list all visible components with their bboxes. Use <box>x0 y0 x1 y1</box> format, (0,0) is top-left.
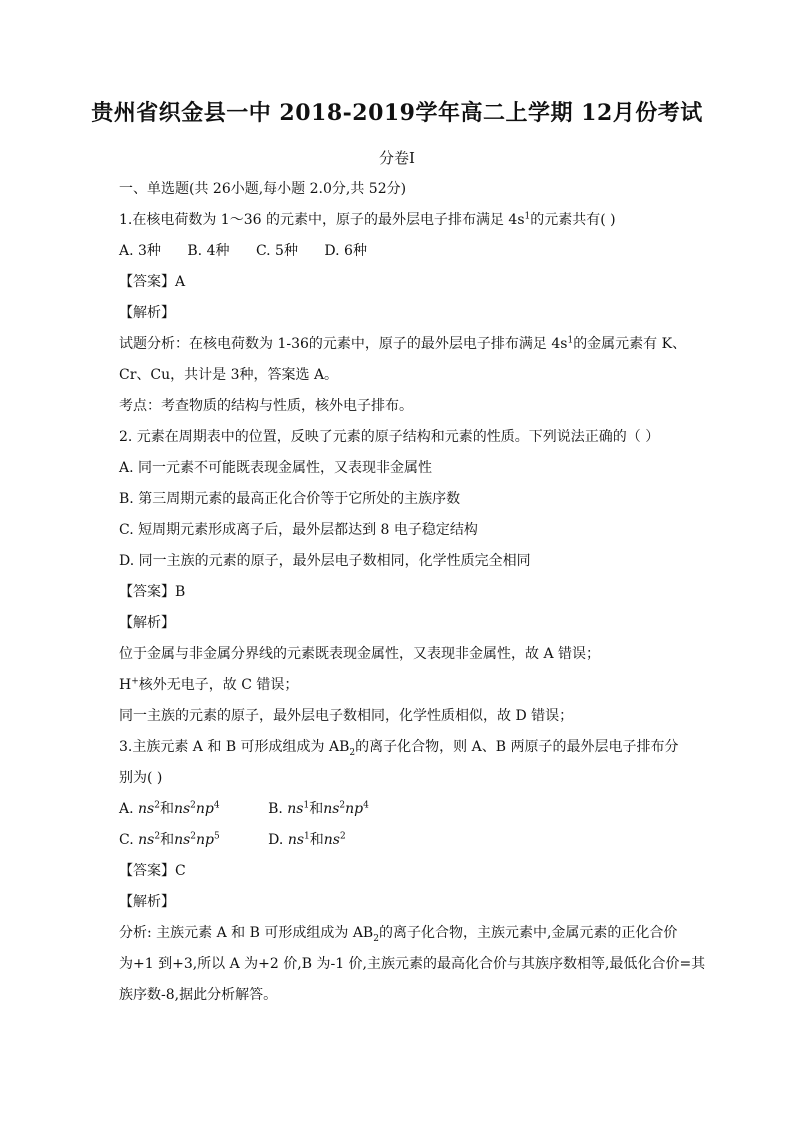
q1-option-a: A. 3种 <box>119 243 161 259</box>
q2-answer: 【答案】B <box>119 584 186 600</box>
q3-option-c: C. $ns^2$和$ns^2np^5$ <box>119 831 220 848</box>
q1-stem-text-2: 的元素共有( ) <box>530 212 616 228</box>
page-title: 贵州省织金县一中 2018-2019学年高二上学期 12月份考试 <box>91 100 703 126</box>
q1-stem-text: 1.在核电荷数为 1～36 的元素中，原子的最外层电子排布满足 4s <box>119 212 525 228</box>
q1-option-b: B. 4种 <box>187 243 230 259</box>
page-subtitle: 分卷I <box>379 149 415 167</box>
q1-kaodian: 考点：考查物质的结构与性质，核外电子排布。 <box>119 398 413 414</box>
q1-stem-sup: 1 <box>524 211 531 222</box>
q3-stem-sub: 2 <box>349 747 356 758</box>
q3-stem <box>119 732 689 763</box>
q3-options-cd <box>119 825 689 856</box>
q3-analysis-text: 分析: 主族元素 A 和 B 可形成组成为 AB <box>119 925 374 941</box>
q3-analysis-label: 【解析】 <box>119 894 175 910</box>
q2-option-a: A. 同一元素不可能既表现金属性，又表现非金属性 <box>119 460 433 476</box>
q1-analysis-text: 试题分析：在核电荷数为 1-36的元素中，原子的最外层电子排布满足 4s <box>119 336 568 352</box>
q1-analysis-text-2: 的金属元素有 K、 <box>573 336 687 352</box>
q1-option-c: C. 5种 <box>255 243 298 259</box>
q3-analysis-line-3: 族序数-8,据此分析解答。 <box>119 987 278 1003</box>
q3-answer: 【答案】C <box>119 863 186 879</box>
q3-analysis-text-2: 的离子化合物，主族元素中,金属元素的正化合价 <box>378 925 678 941</box>
q3-option-d: D. $ns^1$和$ns^2$ <box>268 831 346 848</box>
q3-stem-line-2: 别为( ) <box>119 770 163 786</box>
document-body <box>119 174 706 1011</box>
q2-option-d: D. 同一主族的元素的原子，最外层电子数相同，化学性质完全相同 <box>119 553 531 569</box>
q1-options <box>119 236 689 267</box>
q2-analysis-line-2 <box>119 670 689 701</box>
q1-analysis-sup: 1 <box>567 335 574 346</box>
q2-analysis-line-1: 位于金属与非金属分界线的元素既表现金属性，又表现非金属性，故 A 错误； <box>119 646 601 662</box>
q2-option-b: B. 第三周期元素的最高正化合价等于它所处的主族序数 <box>119 491 461 507</box>
q3-option-a: A. $ns^2$和$ns^2np^4$ <box>119 800 220 817</box>
q3-analysis-sub: 2 <box>373 933 379 944</box>
q3-analysis-line-1 <box>119 918 689 949</box>
q1-analysis-line-1 <box>119 329 689 360</box>
q2-analysis-h: H <box>119 677 132 693</box>
q3-stem-text: 3.主族元素 A 和 B 可形成组成为 AB <box>119 739 350 755</box>
q3-stem-text-2: 的离子化合物，则 A、B 两原子的最外层电子排布分 <box>355 739 679 755</box>
q3-options-ab <box>119 794 689 825</box>
section-heading: 一、单选题(共 26小题,每小题 2.0分,共 52分) <box>119 181 407 197</box>
q2-stem: 2. 元素在周期表中的位置，反映了元素的原子结构和元素的性质。下列说法正确的（ ） <box>119 429 660 445</box>
q1-analysis-label: 【解析】 <box>119 305 175 321</box>
q2-analysis-sup: + <box>131 676 139 687</box>
q1-option-d: D. 6种 <box>324 243 367 259</box>
q1-answer: 【答案】A <box>119 274 186 290</box>
q2-analysis-label: 【解析】 <box>119 615 175 631</box>
q1-analysis-line-2: Cr、Cu，共计是 3种，答案选 A。 <box>119 367 339 383</box>
q2-analysis-text: 核外无电子，故 C 错误； <box>138 677 299 693</box>
q3-analysis-line-2: 为+1 到+3,所以 A 为+2 价,B 为-1 价,主族元素的最高化合价与其族序数相等,最低化合价=其 <box>119 956 706 972</box>
q2-option-c: C. 短周期元素形成离子后，最外层都达到 8 电子稳定结构 <box>119 522 478 538</box>
q1-stem <box>119 205 689 236</box>
q3-option-b: B. $ns^1$和$ns^2np^4$ <box>268 800 369 817</box>
q2-analysis-line-3: 同一主族的元素的原子，最外层电子数相同，化学性质相似，故 D 错误； <box>119 708 574 724</box>
